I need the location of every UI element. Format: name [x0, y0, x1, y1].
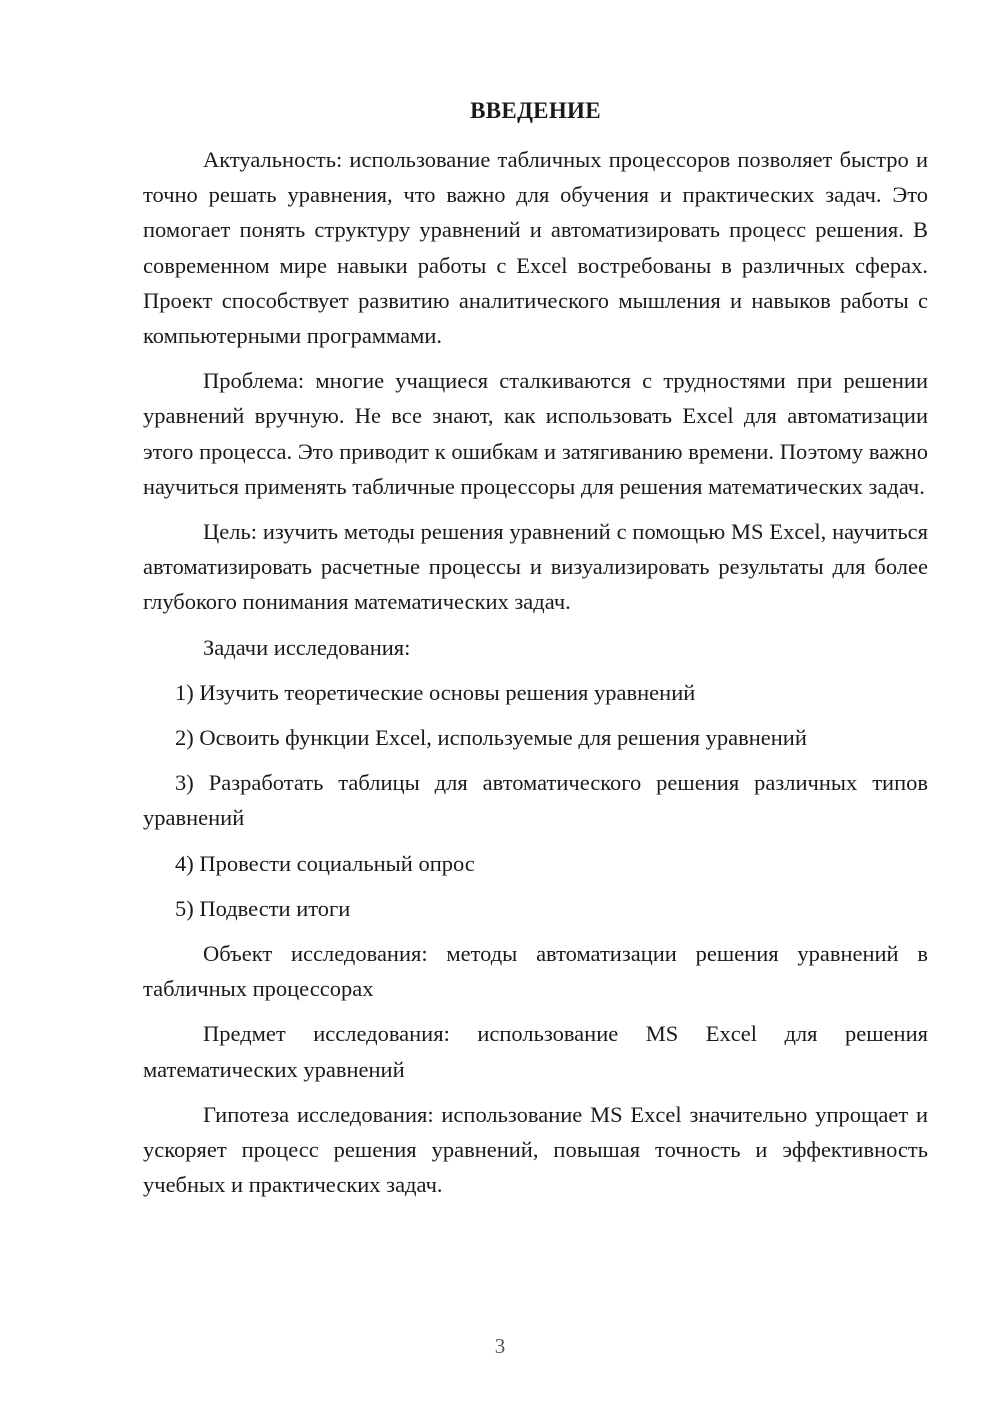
subject-paragraph: Предмет исследования: использование MS Excel для решения математических уравнений [143, 1021, 928, 1082]
problem-paragraph: Проблема: многие учащиеся сталкиваются с трудностями при решении уравнений вручную. Не все знают, как использовать Excel для автоматизации этого процесса. Это приводит к ошибкам и затягиванию времени. Поэтому важно научиться применять табличные процессоры для решения математических задач. [143, 368, 928, 499]
tasks-heading: Задачи исследования: [203, 634, 411, 660]
task-list-item: 3) Разработать таблицы для автоматического решения различных типов уравнений [143, 770, 928, 831]
page-title: ВВЕДЕНИЕ [470, 98, 601, 123]
task-list-item: 4) Провести социальный опрос [175, 850, 475, 876]
page-number: 3 [494, 1334, 506, 1358]
task-list-item: 2) Освоить функции Excel, используемые для решения уравнений [175, 725, 807, 751]
object-paragraph: Объект исследования: методы автоматизации решения уравнений в табличных процессорах [143, 941, 928, 1002]
hypothesis-paragraph: Гипотеза исследования: использование MS Excel значительно упрощает и ускоряет процесс решения уравнений, повышая точность и эффективность учебных и практических задач. [143, 1101, 928, 1198]
task-list-item: 1) Изучить теоретические основы решения уравнений [175, 679, 696, 705]
task-list-item: 5) Подвести итоги [175, 895, 351, 921]
document-body [143, 142, 928, 1202]
relevance-paragraph: Актуальность: использование табличных процессоров позволяет быстро и точно решать уравнения, что важно для обучения и практических задач. Это помогает понять структуру уравнений и автоматизировать процесс решения. В современном мире навыки работы с Excel востребованы в различных сферах. Проект способствует развитию аналитического мышления и навыков работы с компьютерными программами. [143, 147, 928, 349]
goal-paragraph: Цель: изучить методы решения уравнений с помощью MS Excel, научиться автоматизировать расчетные процессы и визуализировать результаты для более глубокого понимания математических задач. [143, 519, 928, 615]
